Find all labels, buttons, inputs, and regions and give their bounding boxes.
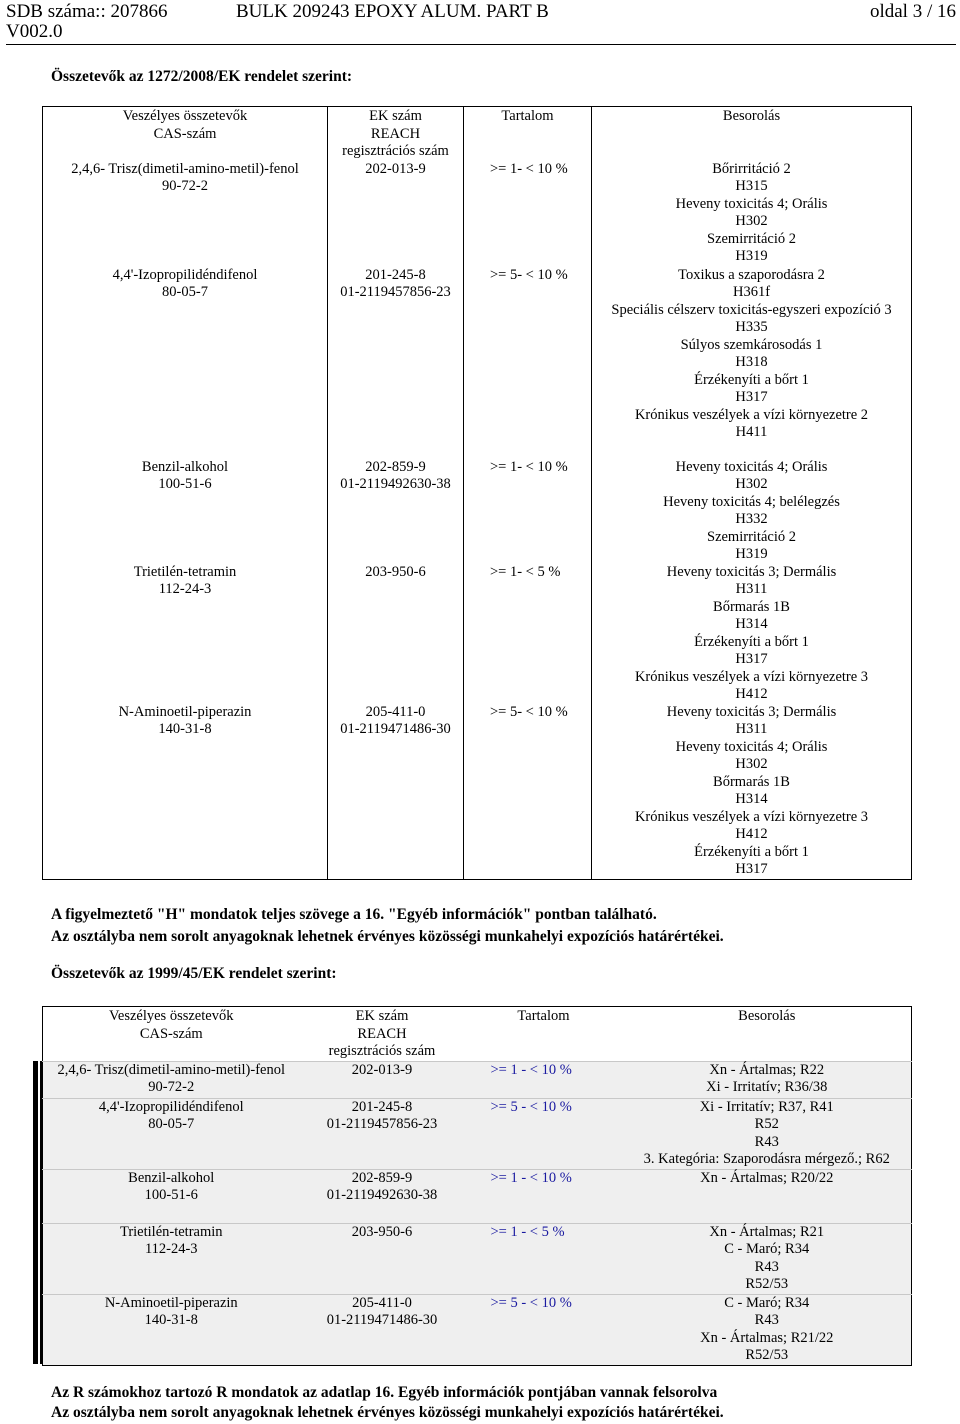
- substance-cell: [43, 267, 328, 459]
- header-label: REACH: [357, 1025, 407, 1042]
- substance-cell: [43, 704, 328, 880]
- table-row: [43, 1098, 912, 1169]
- classification-line: H411: [735, 424, 768, 440]
- classification-cell: [592, 459, 912, 564]
- classification-line: H319: [735, 546, 768, 562]
- page-number: oldal 3 / 16: [869, 1, 956, 22]
- content-range: >= 1 - < 10 %: [465, 1061, 623, 1098]
- classification-cell: [592, 704, 912, 880]
- ec-reach-cell: [300, 1098, 465, 1169]
- classification-line: C - Maró; R34: [724, 1241, 810, 1257]
- ec-reach-cell: [300, 1294, 465, 1365]
- table-header-row: [43, 107, 912, 161]
- cas-number: 100-51-6: [158, 476, 212, 492]
- ec-reach-number: 203-950-6: [365, 563, 426, 580]
- classification-line: Xi - Irritatív; R37, R41: [699, 1098, 834, 1115]
- classification-line: H317: [735, 651, 768, 667]
- substance-cell: [43, 1169, 300, 1223]
- substance-cell: [43, 1223, 300, 1294]
- ec-reach-cell: [328, 161, 464, 267]
- ec-reach-cell: [300, 1169, 465, 1223]
- classification-line: R43: [754, 1312, 779, 1328]
- ingredients-table-1999: [42, 1006, 912, 1366]
- content-range: >= 1 - < 10 %: [465, 1169, 623, 1223]
- classification-line: Súlyos szemkárosodás 1: [680, 336, 823, 353]
- classification-line: H361f: [732, 284, 771, 300]
- header-label: REACH: [370, 125, 421, 142]
- header-label: regisztrációs szám: [342, 143, 449, 159]
- header-label: Veszélyes összetevők: [109, 1008, 234, 1024]
- substance-name: Benzil-alkohol: [128, 1169, 215, 1186]
- ingredients-table-1272: [42, 106, 912, 880]
- table-row: [43, 161, 912, 267]
- ec-reach-number: 202-859-9: [365, 458, 426, 475]
- classification-line: H314: [735, 616, 768, 632]
- classification-line: H315: [735, 178, 768, 194]
- ec-reach-cell: [300, 1223, 465, 1294]
- classification-line: R43: [754, 1258, 779, 1275]
- substance-name: 2,4,6- Trisz(dimetil-amino-metil)-fenol: [57, 1061, 286, 1078]
- cas-number: 112-24-3: [158, 581, 212, 597]
- cas-number: 80-05-7: [148, 1116, 195, 1132]
- ec-reach-number: 01-2119492630-38: [326, 1187, 438, 1203]
- ec-reach-number: 205-411-0: [352, 1294, 412, 1311]
- classification-line: H302: [735, 213, 768, 229]
- cas-number: 90-72-2: [162, 178, 208, 194]
- classification-line: H412: [735, 826, 768, 842]
- classification-line: Xn - Ártalmas; R21/22: [700, 1329, 834, 1346]
- classification-cell: [623, 1098, 912, 1169]
- classification-line: H335: [735, 319, 768, 335]
- classification-line: Heveny toxicitás 3; Dermális: [666, 703, 837, 720]
- classification-line: H332: [735, 511, 768, 527]
- ec-reach-cell: [328, 267, 464, 459]
- ec-reach-number: 201-245-8: [351, 1098, 413, 1115]
- classification-line: H319: [735, 248, 768, 264]
- table-row: [43, 1061, 912, 1098]
- ec-reach-number: 01-2119471486-30: [326, 1312, 438, 1328]
- header-ec-number: [300, 1007, 465, 1062]
- cas-number: 90-72-2: [148, 1079, 195, 1095]
- cas-number: 80-05-7: [162, 284, 208, 300]
- classification-line: Xn - Ártalmas; R22: [709, 1061, 825, 1078]
- ec-reach-number: 205-411-0: [365, 703, 426, 720]
- classification-line: H412: [735, 686, 768, 702]
- classification-cell: [592, 161, 912, 267]
- header-label: EK szám: [355, 1008, 409, 1024]
- classification-cell: [623, 1223, 912, 1294]
- classification-line: Heveny toxicitás 3; Dermális: [666, 563, 837, 580]
- section2-title: Összetevők az 1999/45/EK rendelet szerint:: [51, 965, 337, 982]
- classification-line: C - Maró; R34: [724, 1294, 810, 1311]
- classification-line: Heveny toxicitás 4; Orális: [675, 195, 828, 212]
- substance-name: Benzil-alkohol: [141, 458, 229, 475]
- classification-cell: [623, 1169, 912, 1223]
- page-header: [6, 0, 956, 45]
- cas-number: 112-24-3: [144, 1241, 198, 1257]
- sds-number: SDB száma:: 207866: [6, 1, 168, 22]
- ec-reach-number: 01-2119492630-38: [340, 476, 451, 492]
- substance-cell: [43, 564, 328, 704]
- header-classification: Besorolás: [592, 107, 912, 161]
- classification-line: Heveny toxicitás 4; Orális: [675, 738, 828, 755]
- classification-line: H311: [735, 581, 768, 597]
- table-row: [43, 267, 912, 459]
- classification-line: Heveny toxicitás 4; Orális: [675, 458, 828, 475]
- classification-line: Krónikus veszélyek a vízi környezetre 3: [634, 808, 869, 825]
- classification-line: H318: [735, 354, 768, 370]
- ec-reach-cell: [328, 564, 464, 704]
- cas-number: 140-31-8: [158, 721, 212, 737]
- classification-line: 3. Kategória: Szaporodásra mérgező.; R62: [643, 1151, 890, 1167]
- substance-cell: [43, 1061, 300, 1098]
- content-range: >= 1 - < 5 %: [465, 1223, 623, 1294]
- substance-name: 4,4'-Izopropilidéndifenol: [98, 1098, 244, 1115]
- content-range: >= 5 - < 10 %: [465, 1294, 623, 1365]
- ec-reach-number: 01-2119457856-23: [340, 284, 451, 300]
- table-row: [43, 1169, 912, 1223]
- classification-line: R43: [754, 1133, 779, 1150]
- header-ec-number: [328, 107, 464, 161]
- table-row: [43, 1294, 912, 1365]
- substance-name: N-Aminoetil-piperazin: [104, 1294, 238, 1311]
- ec-reach-number: 202-013-9: [351, 1061, 413, 1078]
- version: V002.0: [6, 21, 63, 42]
- table-row: [43, 704, 912, 880]
- classification-line: Heveny toxicitás 4; belélegzés: [663, 493, 840, 510]
- change-bar: [33, 1061, 38, 1364]
- classification-line: Xi - Irritatív; R36/38: [706, 1079, 828, 1095]
- ec-reach-number: 01-2119471486-30: [340, 721, 451, 737]
- classification-line: H314: [735, 791, 768, 807]
- substance-name: N-Aminoetil-piperazin: [118, 703, 252, 720]
- classification-line: Xn - Ártalmas; R21: [709, 1223, 825, 1240]
- content-range: >= 1- < 10 %: [464, 459, 592, 564]
- product-name: BULK 209243 EPOXY ALUM. PART B: [236, 1, 549, 22]
- content-range: >= 5- < 10 %: [464, 704, 592, 880]
- classification-line: Bőrmarás 1B: [713, 598, 790, 615]
- ec-reach-cell: [328, 704, 464, 880]
- table-row: [43, 459, 912, 564]
- ec-reach-number: 202-859-9: [351, 1169, 413, 1186]
- classification-cell: [623, 1294, 912, 1365]
- classification-line: Krónikus veszélyek a vízi környezetre 3: [634, 668, 869, 685]
- section1-title: Összetevők az 1272/2008/EK rendelet szerint:: [51, 68, 353, 85]
- classification-cell: [592, 564, 912, 704]
- classification-line: Érzékenyíti a bőrt 1: [694, 843, 809, 860]
- r-phrase-note: Az R számokhoz tartozó R mondatok az adatlap 16. Egyéb információk pontjában vannak felsorolva: [51, 1384, 718, 1401]
- header-content: Tartalom: [465, 1007, 623, 1062]
- substance-name: 4,4'-Izopropilidéndifenol: [112, 266, 258, 283]
- substance-cell: [43, 1098, 300, 1169]
- classification-line: Érzékenyíti a bőrt 1: [694, 371, 809, 388]
- ec-reach-number: 203-950-6: [351, 1223, 413, 1240]
- classification-line: Bőrmarás 1B: [713, 773, 790, 790]
- substance-name: 2,4,6- Trisz(dimetil-amino-metil)-fenol: [71, 160, 299, 177]
- classification-line: Szemirritáció 2: [707, 230, 796, 247]
- header-label: CAS-szám: [139, 1025, 203, 1042]
- classification-cell: [592, 267, 912, 459]
- classification-line: Krónikus veszélyek a vízi környezetre 2: [634, 406, 869, 423]
- content-range: >= 5 - < 10 %: [465, 1098, 623, 1169]
- classification-line: R52: [754, 1116, 779, 1132]
- classification-line: H302: [735, 756, 768, 772]
- header-label: EK szám: [369, 108, 422, 124]
- classification-line: Speciális célszerv toxicitás-egyszeri expozíció 3: [611, 301, 892, 318]
- classification-line: Toxikus a szaporodásra 2: [678, 266, 825, 283]
- classification-line: Bőrirritáció 2: [712, 160, 791, 177]
- header-label: Veszélyes összetevők: [122, 108, 248, 124]
- ec-reach-number: 01-2119457856-23: [326, 1116, 438, 1132]
- ec-reach-cell: [328, 459, 464, 564]
- header-substance: [43, 1007, 300, 1062]
- content-range: >= 1- < 10 %: [464, 161, 592, 267]
- header-label: regisztrációs szám: [328, 1043, 436, 1059]
- h-statement-note: A figyelmeztető "H" mondatok teljes szövege a 16. "Egyéb információk" pontban található.: [51, 906, 657, 923]
- header-content: Tartalom: [464, 107, 592, 161]
- content-range: >= 1- < 5 %: [464, 564, 592, 704]
- header-classification: Besorolás: [623, 1007, 912, 1062]
- header-label: CAS-szám: [153, 125, 217, 142]
- classification-line: R52/53: [745, 1276, 789, 1292]
- classification-line: H317: [735, 389, 768, 405]
- substance-cell: [43, 459, 328, 564]
- classification-line: Szemirritáció 2: [707, 528, 796, 545]
- header-substance: [43, 107, 328, 161]
- substance-cell: [43, 161, 328, 267]
- substance-name: Trietilén-tetramin: [119, 1223, 223, 1240]
- cas-number: 140-31-8: [144, 1312, 198, 1328]
- ec-reach-number: 201-245-8: [365, 266, 426, 283]
- classification-line: H311: [735, 721, 768, 737]
- table-row: [43, 564, 912, 704]
- oel-note-1: Az osztályba nem sorolt anyagoknak lehetnek érvényes közösségi munkahelyi expozíciós határértékei.: [51, 928, 724, 945]
- table-header-row: [43, 1007, 912, 1062]
- cas-number: 100-51-6: [144, 1187, 198, 1203]
- classification-line: Érzékenyíti a bőrt 1: [694, 633, 809, 650]
- substance-name: Trietilén-tetramin: [133, 563, 237, 580]
- substance-cell: [43, 1294, 300, 1365]
- classification-line: H302: [735, 476, 768, 492]
- ec-reach-number: 202-013-9: [365, 160, 426, 177]
- classification-line: Xn - Ártalmas; R20/22: [700, 1169, 834, 1186]
- content-range: >= 5- < 10 %: [464, 267, 592, 459]
- classification-line: H317: [735, 861, 768, 877]
- table-row: [43, 1223, 912, 1294]
- classification-line: R52/53: [745, 1347, 789, 1363]
- classification-cell: [623, 1061, 912, 1098]
- ec-reach-cell: [300, 1061, 465, 1098]
- oel-note-2: Az osztályba nem sorolt anyagoknak lehetnek érvényes közösségi munkahelyi expozíciós határértékei.: [51, 1404, 724, 1421]
